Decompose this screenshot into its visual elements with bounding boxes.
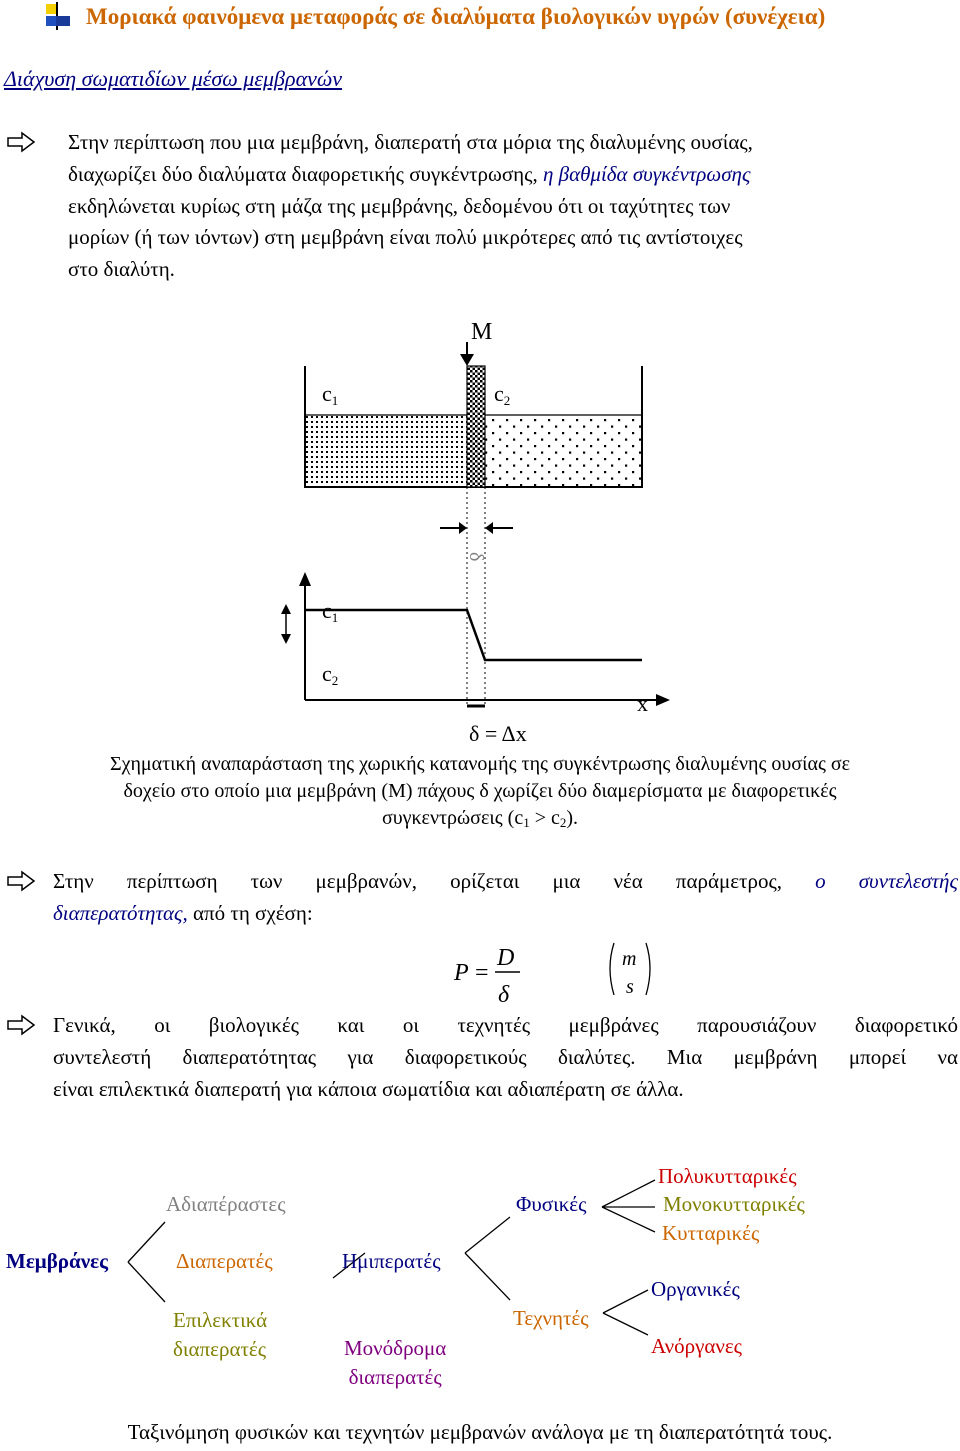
arrow-bullet-icon <box>6 1014 36 1036</box>
para1-line: μορίων (ή των ιόντων) στη μεμβράνη είναι πολύ μικρότερες από τις αντίστοιχες <box>68 225 743 250</box>
arrow-bullet-icon <box>6 131 36 153</box>
formula-unit-s: s <box>626 976 634 998</box>
highlight-coefficient: ο συντελεστής <box>815 869 958 893</box>
tree-artificial: Τεχνητές <box>513 1306 589 1330</box>
tree-caption: Ταξινόμηση φυσικών και τεχνητών μεμβρανών ανάλογα με τη διαπερατότητά τους. <box>127 1420 833 1444</box>
tree-impermeable: Αδιαπέραστες <box>166 1192 286 1216</box>
label-x: x <box>637 691 648 716</box>
formula-unit-m: m <box>622 948 637 970</box>
arrow-bullet-icon <box>6 870 36 892</box>
tree-root-membranes: Μεμβράνες <box>6 1249 108 1273</box>
caption-line: Σχηματική αναπαράσταση της χωρικής κατανομής της συγκέντρωσης διαλυμένης ουσίας σε <box>109 753 851 775</box>
label-c1-profile: c1 <box>322 598 339 625</box>
para3-line: συντελεστή διαπερατότητας για διαφορετικούς διαλύτες. Μια μεμβράνη μπορεί να <box>53 1044 958 1069</box>
label-c2-top: c2 <box>494 381 511 408</box>
tree-organic: Οργανικές <box>651 1277 740 1301</box>
tree-permeable: Διαπερατές <box>176 1249 273 1273</box>
formula-D: D <box>497 945 515 971</box>
container <box>305 366 642 487</box>
para1-line: στο διαλύτη. <box>68 257 175 282</box>
delta-left-arrow <box>459 522 467 534</box>
caption-line: δοχείο στο οποίο μια μεμβράνη (Μ) πάχους δ χωρίζει δύο διαμερίσματα με διαφορετικές <box>123 780 837 802</box>
concentration-profile <box>305 610 642 660</box>
paragraph-selectivity <box>53 1010 958 1105</box>
label-delta-rotated: δ <box>465 552 487 562</box>
classification-tree-lines <box>0 1150 960 1410</box>
caption-line: συγκεντρώσεις $(c_1 > c_2)$. <box>381 807 579 830</box>
para3-line: είναι επιλεκτικά διαπερατή για κάποια σωματίδια και αδιαπέρατη σε άλλα. <box>53 1076 684 1101</box>
formula-delta: δ <box>498 982 510 1008</box>
label-M: M <box>471 319 493 345</box>
branch-fysikes <box>602 1180 655 1232</box>
tree-one-way: Μονόδρομα διαπερατές <box>344 1336 447 1389</box>
page-title: Μοριακά φαινόμενα μεταφοράς σε διαλύματα βιολογικών υγρών (συνέχεια) <box>86 4 826 29</box>
branch-imiperates <box>465 1217 510 1300</box>
tree-natural: Φυσικές <box>516 1192 587 1216</box>
para1-line: Στην περίπτωση που μια μεμβράνη, διαπερατή στα μόρια της διαλυμένης ουσίας, <box>68 130 753 154</box>
membrane-M <box>467 366 485 487</box>
figure-caption <box>0 751 960 836</box>
membrane-diagram <box>0 300 960 760</box>
label-c1-top: c1 <box>322 381 339 408</box>
highlight-gradient: η βαθμίδα συγκέντρωσης <box>542 161 751 186</box>
formula-eq: = <box>475 960 489 986</box>
para1-line: διαχωρίζει δύο διαλύματα διαφορετικής συγκέντρωσης, η βαθμίδα συγκέντρωσης <box>68 161 751 186</box>
permeability-formula <box>440 935 680 1010</box>
tree-unicellular: Μονοκυτταρικές <box>663 1192 805 1216</box>
formula-P: P <box>454 960 469 986</box>
para3-line: Γενικά, οι βιολογικές και οι τεχνητές μεμβράνες παρουσιάζουν διαφορετικό <box>53 1013 958 1037</box>
tree-inorganic: Ανόργανες <box>651 1334 742 1358</box>
formula-paren-left <box>610 943 614 995</box>
para1-line: εκδηλώνεται κυρίως στη μάζα της μεμβράνης, δεδομένου ότι οι ταχύτητες των <box>68 193 731 218</box>
tree-multicellular: Πολυκυτταρικές <box>658 1164 797 1188</box>
branch-root <box>128 1222 165 1302</box>
label-delta-eq: δ = Δx <box>469 721 527 746</box>
solution-c1-fill <box>305 415 467 487</box>
label-c2-profile: c2 <box>322 661 339 688</box>
formula-paren-right <box>646 943 650 995</box>
branch-texnites <box>603 1290 648 1335</box>
highlight-coefficient-cont: διαπερατότητας, <box>53 901 188 925</box>
tree-selective: Επιλεκτικά διαπερατές <box>173 1308 268 1361</box>
solution-c2-fill <box>485 415 642 487</box>
delta-right-arrow <box>485 522 493 534</box>
paragraph-permeability-line1: Στην περίπτωση των μεμβρανών, ορίζεται μια νέα παράμετρος, ο συντελεστής <box>53 869 958 893</box>
section-subtitle: Διάχυση σωματιδίων μέσω μεμβρανών <box>4 66 343 91</box>
paragraph-permeability-line2: διαπερατότητας, από τη σχέση: <box>53 901 313 925</box>
bullet-marker-icon <box>44 2 74 32</box>
tree-semipermeable: Ημιπερατές <box>342 1249 441 1273</box>
tree-cellular: Κυτταρικές <box>662 1221 760 1245</box>
paragraph-diffusion <box>68 127 958 286</box>
